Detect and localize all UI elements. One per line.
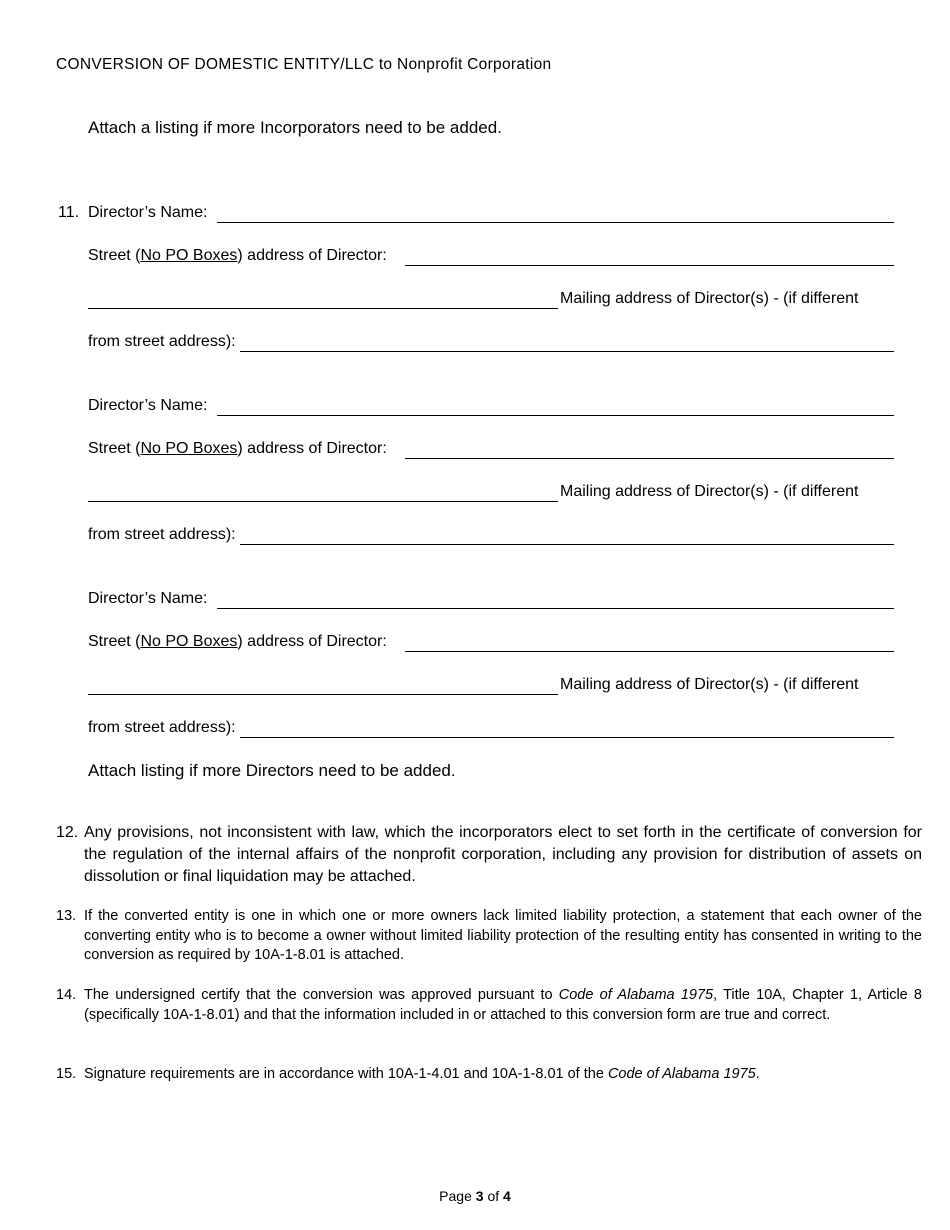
mailing-address-label: Mailing address of Director(s) - (if different <box>560 676 859 693</box>
street-label-pre: Street ( <box>88 633 141 650</box>
mailing-address-label-cont: from street address): <box>88 719 236 736</box>
director-name-field[interactable] <box>217 222 894 223</box>
page-word: Page <box>439 1188 472 1204</box>
page-current: 3 <box>475 1188 484 1204</box>
mailing-address-field[interactable] <box>240 351 894 352</box>
item-15-text-pre: Signature requirements are in accordance with 10A-1-4.01 and 10A-1-8.01 of the <box>84 1066 608 1082</box>
director-name-field[interactable] <box>217 415 894 416</box>
street-address-field[interactable] <box>405 651 894 652</box>
item-15-text-post: . <box>755 1066 760 1082</box>
director-name-label: Director’s Name: <box>88 590 208 607</box>
no-po-boxes-text: No PO Boxes <box>140 440 238 457</box>
street-address-field-cont[interactable] <box>88 501 558 502</box>
mailing-address-label: Mailing address of Director(s) - (if different <box>560 483 859 500</box>
director-name-label: Director’s Name: <box>88 397 208 414</box>
street-label-pre: Street ( <box>88 247 141 264</box>
item-13-text: If the converted entity is one in which one or more owners lack limited liability protection, a statement that each owner of the converting entity who is to become a owner without limited liability protection of the resulting entity has consented in writing to the conversion as required by 10A-1-8.01 is attached. <box>84 908 922 963</box>
item-15-number: 15. <box>56 1066 77 1082</box>
director-name-label: Director’s Name: <box>88 204 208 221</box>
item-14-number: 14. <box>56 987 77 1003</box>
item-15-code-ref: Code of Alabama 1975 <box>607 1066 756 1082</box>
street-address-field-cont[interactable] <box>88 308 558 309</box>
item-12-number: 12. <box>56 824 79 841</box>
item-12-text: Any provisions, not inconsistent with law, which the incorporators elect to set forth in the certificate of conversion for the regulation of the internal affairs of the nonprofit corporation, including any provision for distribution of assets on dissolution or final liquidation may be attached. <box>84 824 922 885</box>
street-label-post: ) address of Director: <box>237 247 387 264</box>
item-14-code-ref: Code of Alabama 1975 <box>558 987 714 1003</box>
of-word: of <box>487 1188 500 1204</box>
mailing-address-field[interactable] <box>240 544 894 545</box>
no-po-boxes-text: No PO Boxes <box>140 247 238 264</box>
item-11-number: 11. <box>58 204 80 221</box>
item-13-number: 13. <box>56 908 77 924</box>
no-po-boxes-text: No PO Boxes <box>140 633 238 650</box>
page-header-title: CONVERSION OF DOMESTIC ENTITY/LLC to Nonprofit Corporation <box>56 56 552 73</box>
item-12-paragraph <box>56 822 922 888</box>
mailing-address-field[interactable] <box>240 737 894 738</box>
page-total: 4 <box>503 1188 511 1204</box>
street-address-label <box>88 440 387 458</box>
item-14-text-pre: The undersigned certify that the conversion was approved pursuant to <box>84 987 559 1003</box>
street-label-pre: Street ( <box>88 440 141 457</box>
item-15-paragraph <box>56 1065 922 1085</box>
incorporators-note: Attach a listing if more Incorporators need to be added. <box>88 118 502 137</box>
mailing-address-label-cont: from street address): <box>88 526 236 543</box>
street-address-field[interactable] <box>405 265 894 266</box>
street-address-label <box>88 247 387 265</box>
directors-note: Attach listing if more Directors need to be added. <box>88 761 456 780</box>
page-number-footer <box>0 1188 950 1204</box>
director-name-field[interactable] <box>217 608 894 609</box>
mailing-address-label-cont: from street address): <box>88 333 236 350</box>
street-label-post: ) address of Director: <box>237 633 387 650</box>
street-address-field-cont[interactable] <box>88 694 558 695</box>
mailing-address-label: Mailing address of Director(s) - (if different <box>560 290 859 307</box>
item-14-text-post: , Title 10A, Chapter 1, Article 8 (specifically 10A-1-8.01) and that the information included in or attached to this conversion form are true and correct. <box>84 987 922 1023</box>
item-13-paragraph <box>56 907 922 966</box>
street-address-label <box>88 633 387 651</box>
street-label-post: ) address of Director: <box>237 440 387 457</box>
item-14-paragraph <box>56 986 922 1025</box>
street-address-field[interactable] <box>405 458 894 459</box>
